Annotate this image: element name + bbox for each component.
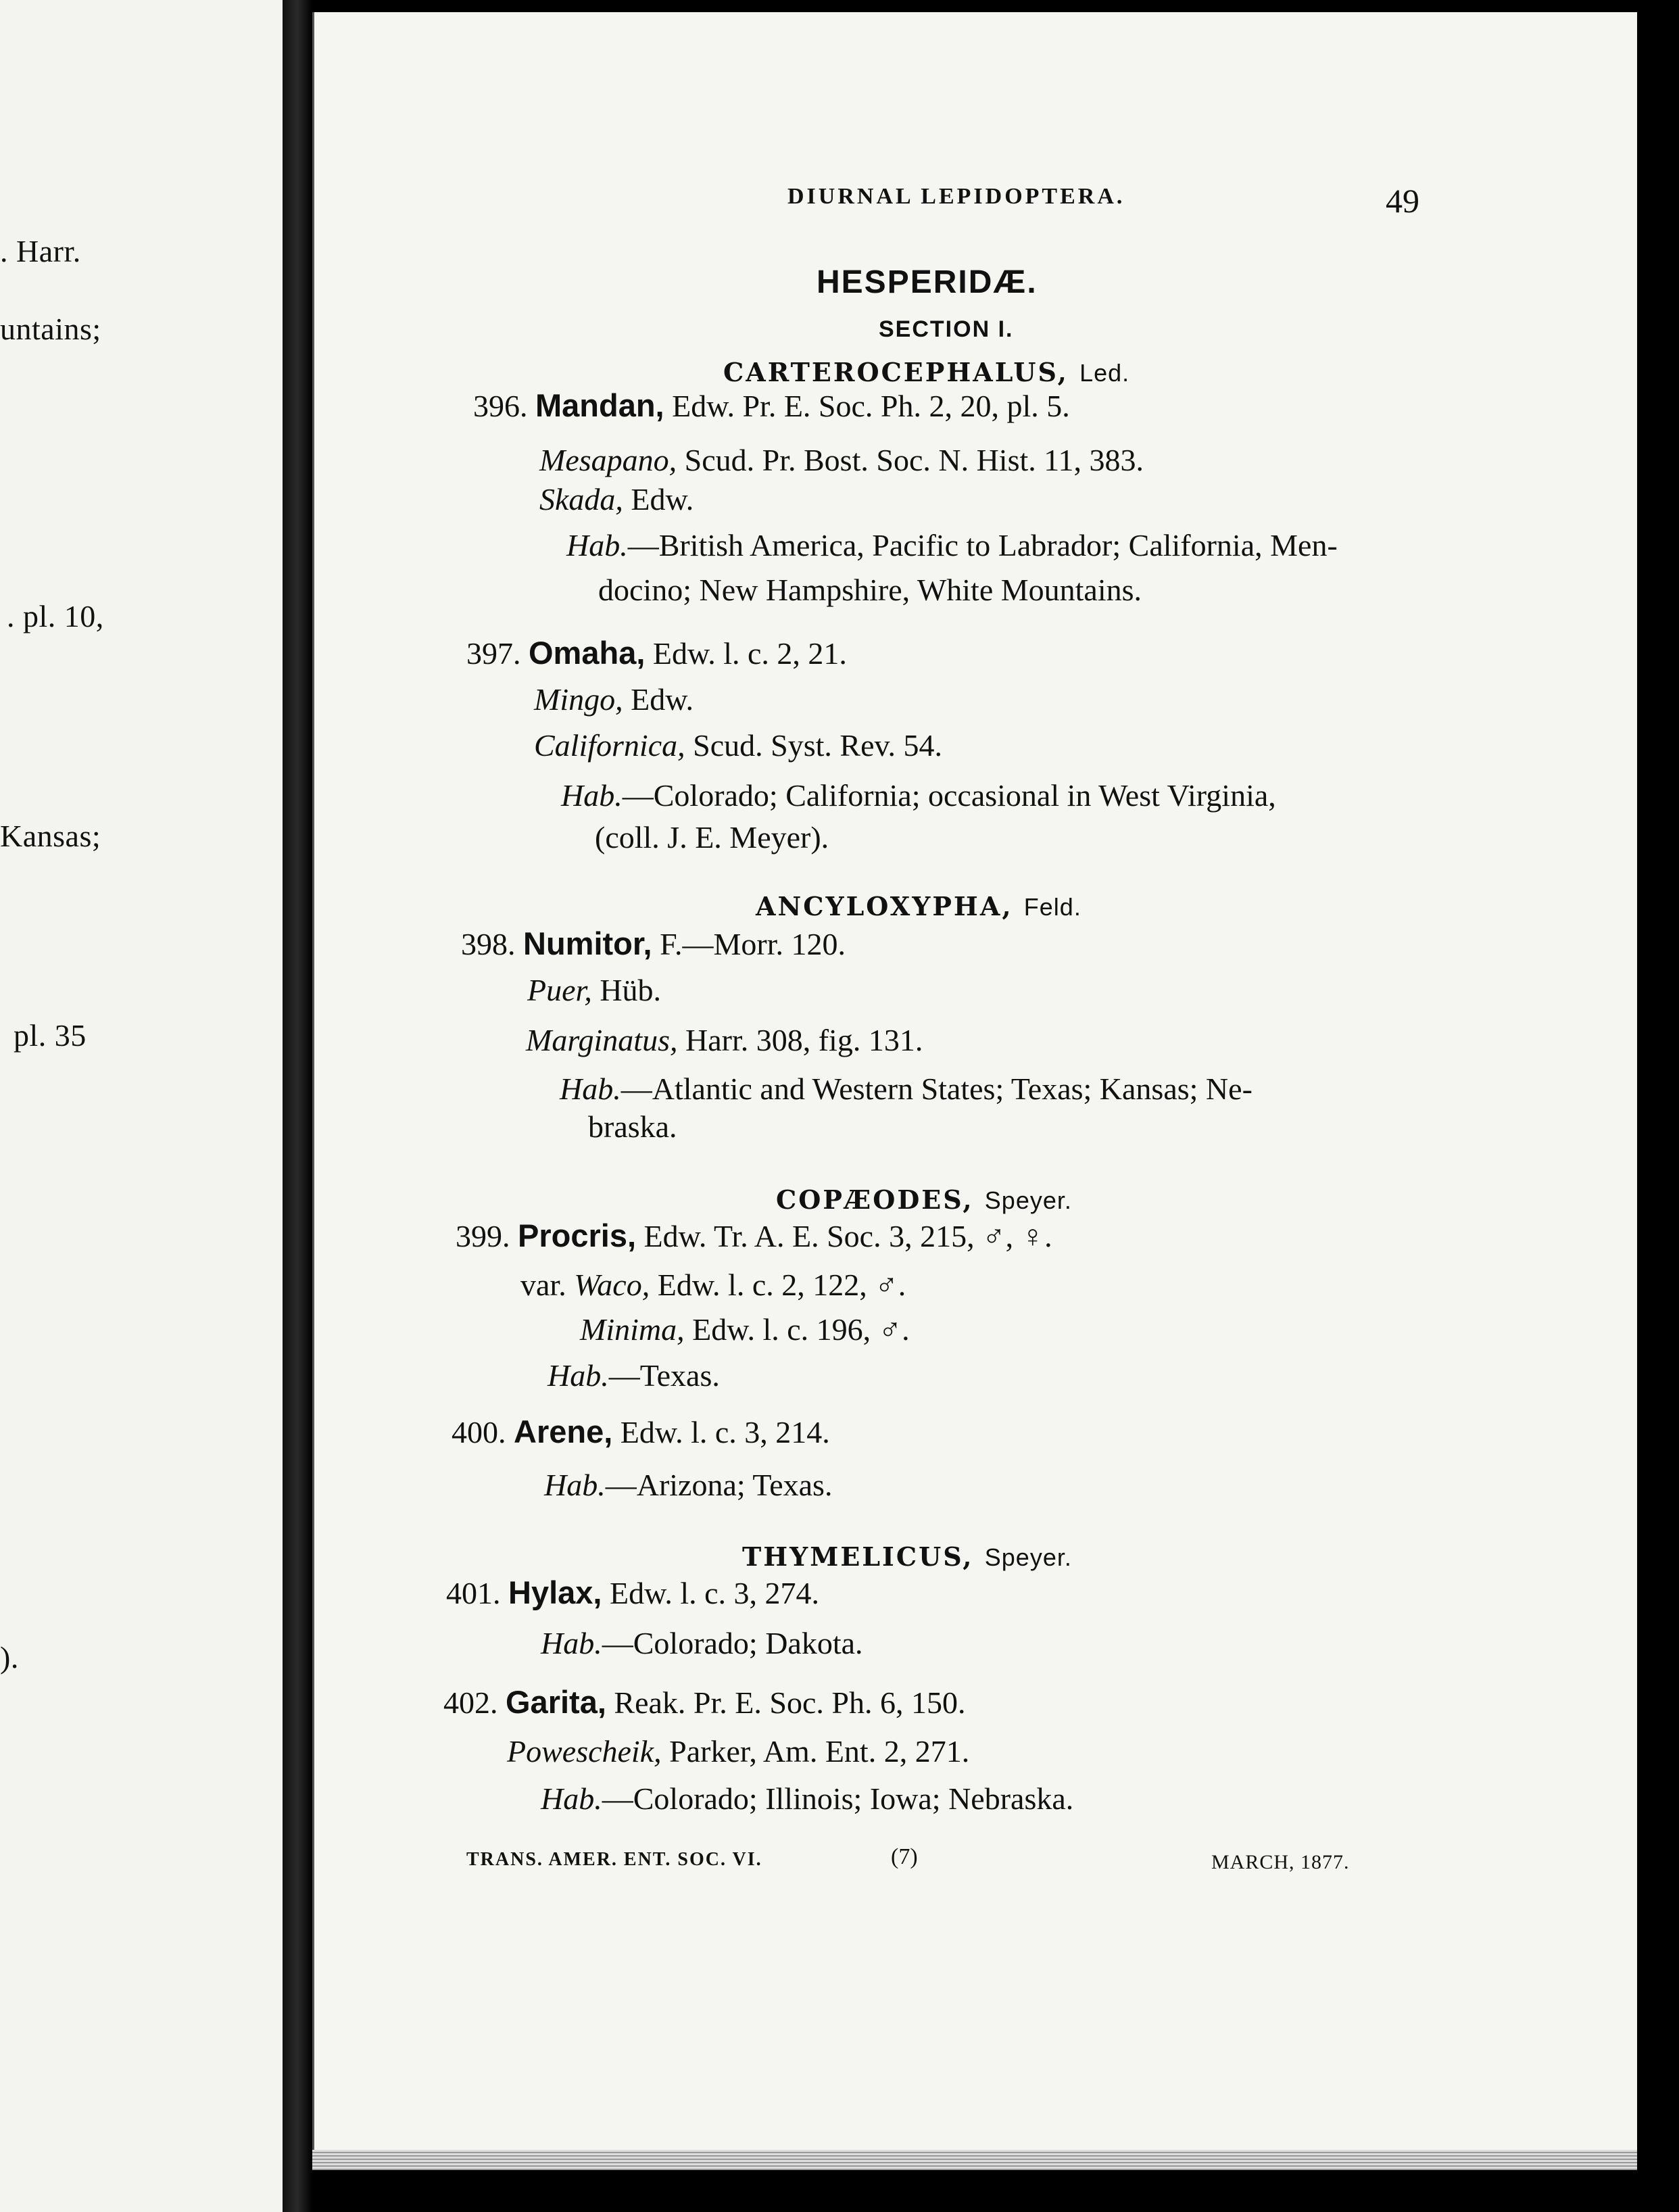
species-reference: Reak. Pr. E. Soc. Ph. 6, 150. (614, 1685, 966, 1720)
species-entry (443, 1683, 965, 1721)
genus-name: CARTEROCEPHALUS, (723, 357, 1069, 387)
synonym-line (539, 442, 1144, 478)
habitat-text: —Texas. (608, 1358, 720, 1393)
species-name: Hylax, (508, 1574, 602, 1610)
synonym-reference: Parker, Am. Ent. 2, 271. (669, 1734, 970, 1769)
left-fragment: . Harr. (0, 234, 81, 268)
genus-author: Led. (1079, 359, 1130, 387)
synonym-reference: Edw. l. c. 196, ♂. (692, 1312, 910, 1347)
species-reference: Edw. l. c. 2, 21. (652, 636, 847, 671)
variety-name: Waco, (574, 1268, 650, 1302)
variety-label: var. (520, 1268, 566, 1302)
species-name: Procris, (518, 1218, 637, 1253)
synonym-name: Marginatus, (526, 1023, 678, 1057)
habitat-continuation: (coll. J. E. Meyer). (595, 820, 829, 855)
left-facing-page (0, 0, 283, 2212)
synonym-line (580, 1312, 910, 1347)
habitat-text: —Colorado; California; occasional in West Virginia, (622, 778, 1276, 813)
habitat-line (541, 1625, 863, 1661)
habitat-text: —British America, Pacific to Labrador; California, Men- (627, 528, 1338, 562)
habitat-label: Hab. (541, 1626, 602, 1660)
left-fragment: pl. 35 (14, 1018, 87, 1053)
species-entry (466, 634, 847, 671)
genus-name: ANCYLOXYPHA, (756, 891, 1013, 921)
habitat-continuation: braska. (588, 1109, 677, 1144)
synonym-name: Mingo, (534, 682, 623, 717)
left-fragment: Kansas; (0, 819, 101, 853)
species-reference: Edw. Tr. A. E. Soc. 3, 215, ♂, ♀. (643, 1219, 1052, 1253)
species-reference: Edw. l. c. 3, 274. (609, 1576, 820, 1610)
species-name: Garita, (506, 1684, 606, 1720)
book-spine (283, 0, 312, 2212)
publication-date: MARCH, 1877. (1211, 1851, 1350, 1873)
left-fragment: untains; (0, 312, 101, 346)
synonym-reference: Scud. Syst. Rev. 54. (693, 728, 943, 763)
synonym-reference: Edw. (631, 482, 694, 516)
genus-name: COPÆODES, (776, 1184, 974, 1215)
synonym-line (526, 1022, 923, 1058)
scan-border (1637, 0, 1679, 2212)
species-reference: Edw. l. c. 3, 214. (620, 1415, 830, 1449)
genus-heading (776, 1184, 1072, 1215)
species-entry (452, 1413, 830, 1450)
genus-heading (742, 1541, 1072, 1572)
species-name: Mandan, (535, 387, 664, 423)
species-name: Arene, (514, 1414, 613, 1449)
habitat-text: —Arizona; Texas. (605, 1468, 833, 1502)
entry-number: 397. (466, 636, 521, 671)
synonym-name: Californica, (534, 728, 685, 763)
entry-number: 399. (456, 1219, 510, 1253)
habitat-continuation: docino; New Hampshire, White Mountains. (598, 573, 1142, 607)
section-title: SECTION I. (879, 316, 1014, 342)
habitat-text: —Atlantic and Western States; Texas; Kansas; Ne- (620, 1072, 1252, 1106)
species-name: Numitor, (523, 925, 652, 961)
habitat-label: Hab. (548, 1358, 609, 1393)
entry-number: 401. (446, 1576, 501, 1610)
species-entry (446, 1574, 819, 1611)
habitat-label: Hab. (561, 778, 623, 813)
species-entry (473, 387, 1070, 424)
genus-author: Speyer. (984, 1186, 1072, 1214)
habitat-label: Hab. (541, 1781, 602, 1816)
habitat-text: —Colorado; Illinois; Iowa; Nebraska. (602, 1781, 1074, 1816)
genus-heading (723, 357, 1129, 387)
synonym-name: Mesapano, (539, 443, 677, 477)
variety-line (520, 1267, 906, 1303)
entry-number: 396. (473, 389, 528, 423)
journal-footer: TRANS. AMER. ENT. SOC. VI. (466, 1849, 762, 1870)
habitat-text: —Colorado; Dakota. (602, 1626, 863, 1660)
genus-name: THYMELICUS, (742, 1541, 974, 1572)
genus-author: Speyer. (984, 1543, 1072, 1571)
synonym-name: Skada, (539, 482, 623, 516)
habitat-line (544, 1467, 832, 1503)
synonym-line (534, 681, 694, 717)
variety-reference: Edw. l. c. 2, 122, ♂. (657, 1268, 906, 1302)
synonym-line (539, 481, 694, 517)
synonym-reference: Harr. 308, fig. 131. (685, 1023, 923, 1057)
entry-number: 400. (452, 1415, 506, 1449)
synonym-reference: Edw. (631, 682, 694, 717)
species-reference: Edw. Pr. E. Soc. Ph. 2, 20, pl. 5. (672, 389, 1070, 423)
entry-number: 402. (443, 1685, 498, 1720)
habitat-line (561, 777, 1276, 813)
species-name: Omaha, (529, 635, 646, 671)
entry-number: 398. (461, 927, 516, 961)
genus-heading (756, 891, 1081, 921)
habitat-label: Hab. (544, 1468, 606, 1502)
running-title: DIURNAL LEPIDOPTERA. (787, 184, 1125, 209)
habitat-line (548, 1357, 720, 1393)
synonym-line (527, 972, 661, 1008)
synonym-reference: Hüb. (600, 973, 662, 1007)
family-title: HESPERIDÆ. (817, 264, 1038, 300)
genus-author: Feld. (1023, 893, 1081, 921)
synonym-line (507, 1733, 969, 1769)
species-entry (456, 1217, 1052, 1254)
synonym-name: Minima, (580, 1312, 685, 1347)
species-reference: F.—Morr. 120. (660, 927, 846, 961)
habitat-line (560, 1071, 1252, 1107)
synonym-name: Puer, (527, 973, 592, 1007)
habitat-label: Hab. (560, 1072, 621, 1106)
left-fragment: . pl. 10, (7, 599, 104, 633)
synonym-line (534, 727, 942, 763)
species-entry (461, 925, 846, 962)
synonym-name: Powescheik, (507, 1734, 662, 1769)
habitat-line (566, 527, 1338, 563)
habitat-label: Hab. (566, 528, 628, 562)
page-edge (312, 2150, 1637, 2170)
signature-mark: (7) (891, 1844, 918, 1869)
page-number: 49 (1386, 182, 1419, 220)
habitat-line (541, 1781, 1073, 1817)
synonym-reference: Scud. Pr. Bost. Soc. N. Hist. 11, 383. (684, 443, 1144, 477)
left-fragment: ). (0, 1640, 19, 1675)
